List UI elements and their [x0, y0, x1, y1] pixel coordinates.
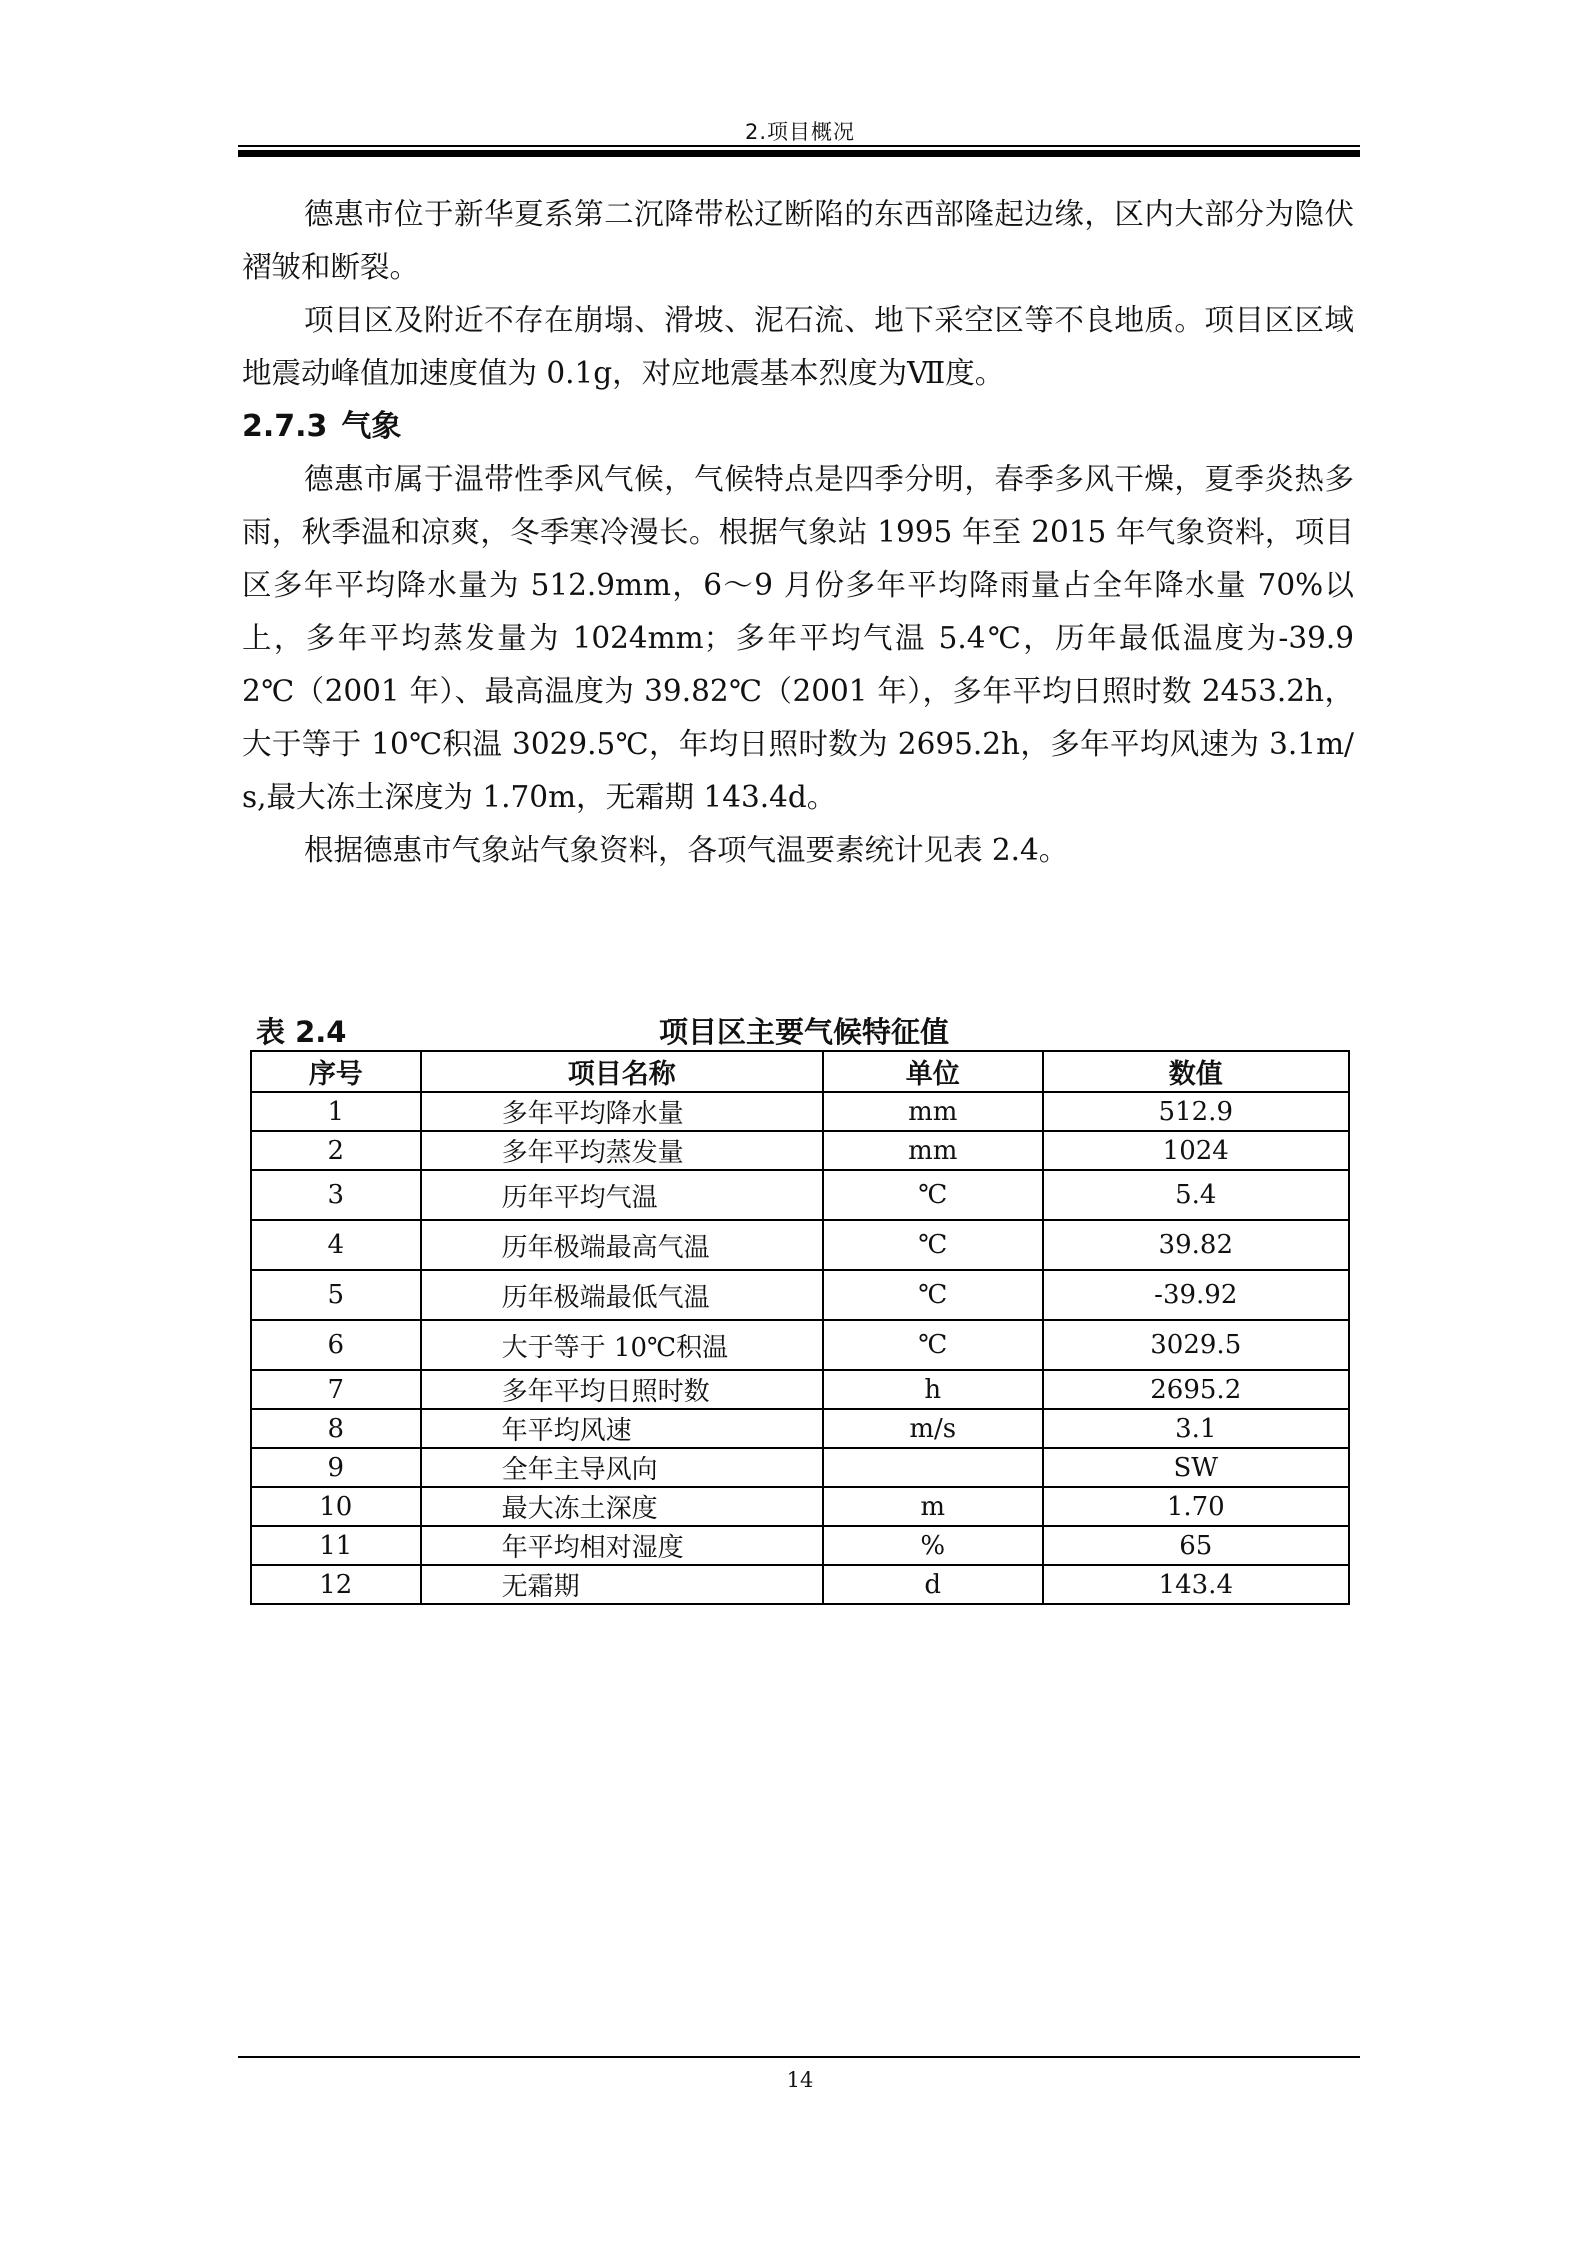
- cell-value: 1.70: [1043, 1487, 1349, 1526]
- cell-name: 年平均相对湿度: [421, 1526, 823, 1565]
- cell-seq: 5: [251, 1270, 421, 1320]
- cell-seq: 11: [251, 1526, 421, 1565]
- section-heading: [242, 400, 1354, 453]
- cell-seq: 7: [251, 1370, 421, 1409]
- cell-unit: m/s: [823, 1409, 1043, 1448]
- table-row: [251, 1270, 1349, 1320]
- cell-value: 1024: [1043, 1131, 1349, 1170]
- table-row: [251, 1092, 1349, 1131]
- table-row: [251, 1320, 1349, 1370]
- cell-seq: 1: [251, 1092, 421, 1131]
- cell-unit: d: [823, 1565, 1043, 1604]
- cell-name: 多年平均蒸发量: [421, 1131, 823, 1170]
- cell-value: 2695.2: [1043, 1370, 1349, 1409]
- climate-table: [250, 1050, 1350, 1605]
- cell-value: 3029.5: [1043, 1320, 1349, 1370]
- body-text: [242, 188, 1354, 877]
- cell-value: 5.4: [1043, 1170, 1349, 1220]
- cell-name: 最大冻土深度: [421, 1487, 823, 1526]
- table-row: [251, 1448, 1349, 1487]
- running-header: 2.项目概况: [744, 120, 856, 144]
- cell-seq: 4: [251, 1220, 421, 1270]
- paragraph-table-intro: 根据德惠市气象站气象资料，各项气温要素统计见表 2.4。: [304, 833, 1069, 867]
- footer-rule: [238, 2056, 1360, 2058]
- cell-value: 143.4: [1043, 1565, 1349, 1604]
- cell-name: 大于等于 10℃积温: [421, 1320, 823, 1370]
- table-row: [251, 1170, 1349, 1220]
- cell-unit: mm: [823, 1131, 1043, 1170]
- cell-unit: %: [823, 1526, 1043, 1565]
- cell-name: 多年平均日照时数: [421, 1370, 823, 1409]
- paragraph-climate: 德惠市属于温带性季风气候，气候特点是四季分明，春季多风干燥，夏季炎热多雨，秋季温和凉爽，冬季寒冷漫长。根据气象站 1995 年至 2015 年气象资料，项目区多年平均降水量为 512.9mm，6～9 月份多年平均降雨量占全年降水量 70%以上，多年平均蒸发量为 1024mm；多年平均气温 5.4℃，历年最低温度为-39.92℃（2001 年）、最高温度为 39.82℃（2001 年），多年平均日照时数 2453.2h，大于等于 10℃积温 3029.5℃，年均日照时数为 2695.2h，多年平均风速为 3.1m/s,最大冻土深度为 1.70m，无霜期 143.4d。: [242, 462, 1354, 814]
- cell-value: 3.1: [1043, 1409, 1349, 1448]
- cell-seq: 8: [251, 1409, 421, 1448]
- header-rule-thin: [238, 145, 1360, 147]
- cell-name: 历年极端最低气温: [421, 1270, 823, 1320]
- cell-seq: 2: [251, 1131, 421, 1170]
- cell-seq: 6: [251, 1320, 421, 1370]
- section-title: 气象: [341, 409, 402, 444]
- header-value: 数值: [1043, 1051, 1349, 1092]
- cell-value: 512.9: [1043, 1092, 1349, 1131]
- cell-unit: h: [823, 1370, 1043, 1409]
- cell-name: 无霜期: [421, 1565, 823, 1604]
- cell-seq: 12: [251, 1565, 421, 1604]
- header-name: 项目名称: [421, 1051, 823, 1092]
- table-caption: [256, 1008, 1352, 1050]
- cell-unit: [823, 1448, 1043, 1487]
- cell-seq: 3: [251, 1170, 421, 1220]
- table-row: [251, 1526, 1349, 1565]
- cell-unit: ℃: [823, 1220, 1043, 1270]
- cell-unit: m: [823, 1487, 1043, 1526]
- cell-unit: mm: [823, 1092, 1043, 1131]
- table-caption-title: 项目区主要气候特征值: [658, 1015, 949, 1049]
- cell-seq: 10: [251, 1487, 421, 1526]
- cell-unit: ℃: [823, 1320, 1043, 1370]
- header-seq: 序号: [251, 1051, 421, 1092]
- paragraph-geology: 德惠市位于新华夏系第二沉降带松辽断陷的东西部隆起边缘，区内大部分为隐伏褶皱和断裂。: [242, 197, 1354, 284]
- cell-unit: ℃: [823, 1170, 1043, 1220]
- table-row: [251, 1409, 1349, 1448]
- cell-value: 39.82: [1043, 1220, 1349, 1270]
- cell-unit: ℃: [823, 1270, 1043, 1320]
- page-number: 14: [786, 2068, 814, 2092]
- table-row: [251, 1487, 1349, 1526]
- cell-name: 多年平均降水量: [421, 1092, 823, 1131]
- cell-name: 全年主导风向: [421, 1448, 823, 1487]
- table-row: [251, 1370, 1349, 1409]
- cell-seq: 9: [251, 1448, 421, 1487]
- table-header-row: [251, 1051, 1349, 1092]
- cell-name: 年平均风速: [421, 1409, 823, 1448]
- cell-value: 65: [1043, 1526, 1349, 1565]
- paragraph-seismic: 项目区及附近不存在崩塌、滑坡、泥石流、地下采空区等不良地质。项目区区域地震动峰值加速度值为 0.1g，对应地震基本烈度为Ⅶ度。: [242, 303, 1354, 390]
- cell-name: 历年平均气温: [421, 1170, 823, 1220]
- table-row: [251, 1565, 1349, 1604]
- table-row: [251, 1220, 1349, 1270]
- table-caption-number: 表 2.4: [256, 1015, 347, 1049]
- table-row: [251, 1131, 1349, 1170]
- cell-name: 历年极端最高气温: [421, 1220, 823, 1270]
- cell-value: -39.92: [1043, 1270, 1349, 1320]
- cell-value: SW: [1043, 1448, 1349, 1487]
- header-rule-thick: [238, 150, 1360, 157]
- section-number: 2.7.3: [242, 409, 328, 444]
- header-unit: 单位: [823, 1051, 1043, 1092]
